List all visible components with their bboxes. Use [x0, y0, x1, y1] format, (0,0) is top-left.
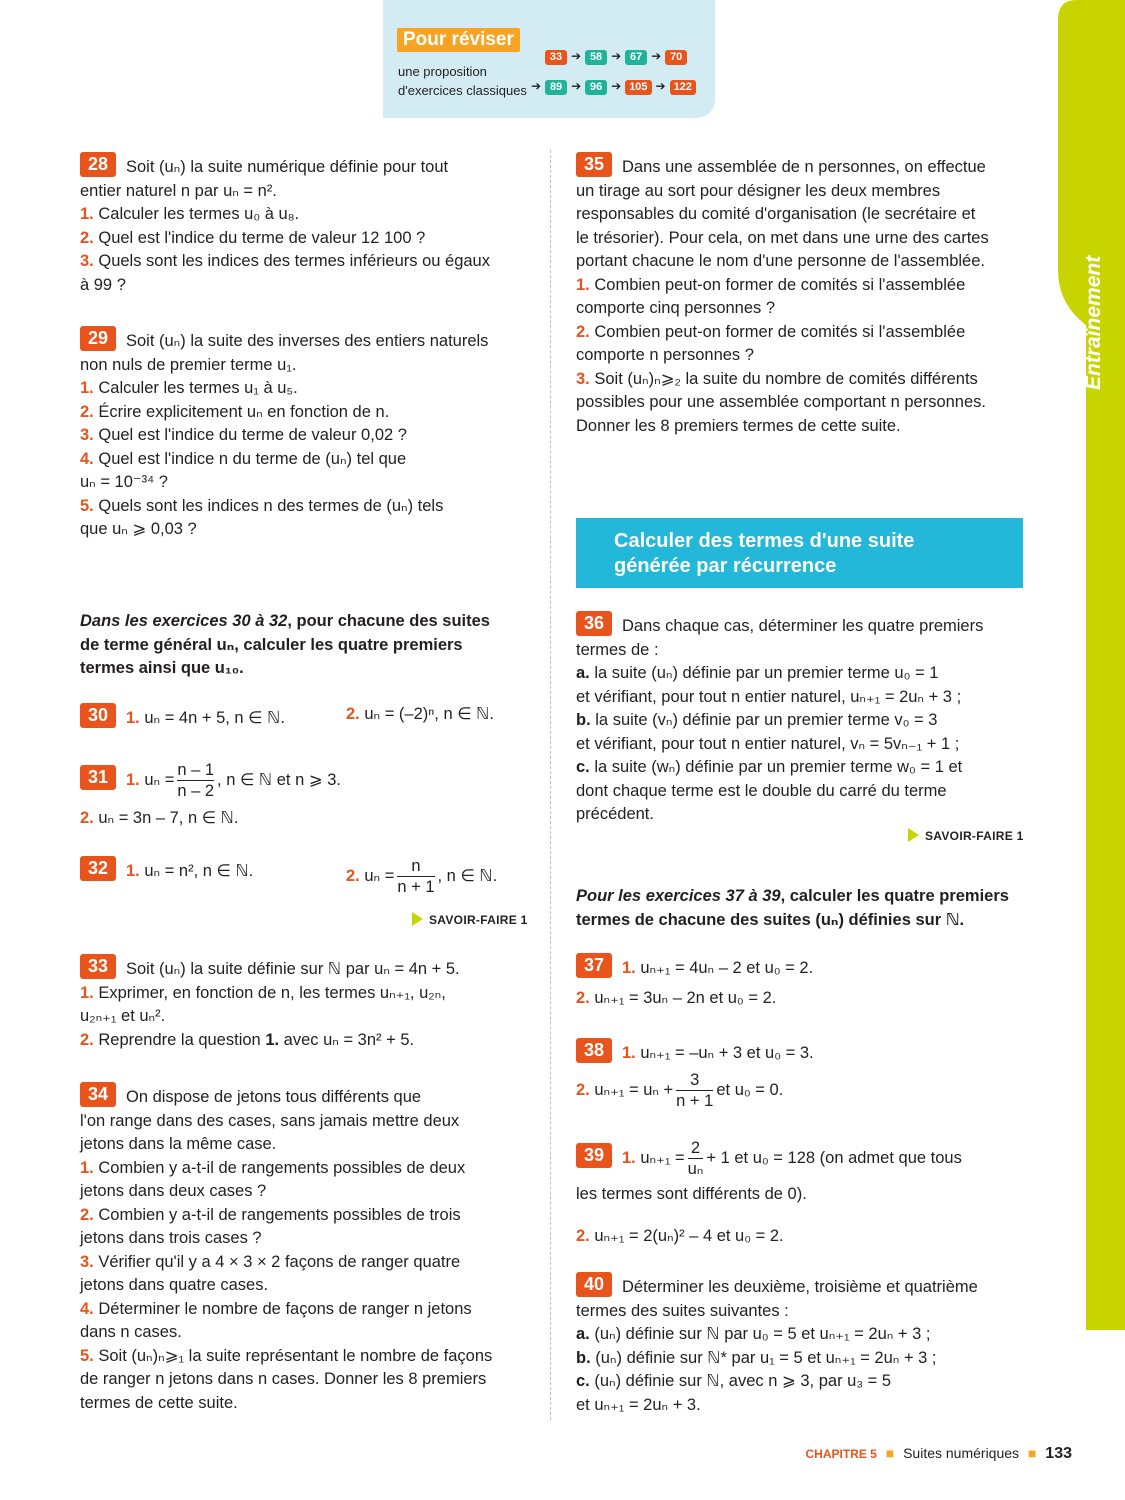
- chip-exercise[interactable]: 70: [665, 50, 687, 65]
- exercise-40: 40 Déterminer les deuxième, troisième et quatrième termes des suites suivantes : a. (uₙ) définie sur ℕ par u₀ = 5 et uₙ₊₁ = 2uₙ + 3 ; b. (uₙ) définie sur ℕ* par u₁ = 5 et uₙ₊₁ = 2uₙ + 3 ; c. (uₙ) définie sur ℕ, avec n ⩾ 3, par u₃ = 5 et uₙ₊₁ = 2uₙ + 3.: [576, 1274, 978, 1414]
- exercise-36: 36 Dans chaque cas, déterminer les quatre premiers termes de : a. la suite (uₙ) définie par un premier terme u₀ = 1 et vérifiant, pour tout n entier naturel, uₙ₊₁ = 2uₙ + 3 ; b. la suite (vₙ) définie par un premier terme v₀ = 3 et vérifiant, pour tout n entier naturel, vₙ = 5vₙ₋₁ + 1 ; c. la suite (wₙ) définie par un premier terme w₀ = 1 et dont chaque terme est le double du carré du terme précédent.: [576, 613, 984, 823]
- revise-chips-row2: ➔ 89 ➔ 96 ➔ 105 ➔ 122: [527, 79, 696, 95]
- chip-exercise[interactable]: 33: [545, 50, 567, 65]
- exercise-number: 37: [576, 953, 612, 978]
- revise-description: une proposition d'exercices classiques: [398, 64, 527, 98]
- exercise-number: 40: [576, 1272, 612, 1297]
- exercise-number: 34: [80, 1082, 116, 1107]
- revise-chips-row1: 33 ➔ 58 ➔ 67 ➔ 70: [545, 49, 687, 65]
- exercise-number: 32: [80, 856, 116, 881]
- chip-exercise[interactable]: 122: [670, 80, 696, 95]
- fraction: $\frac{2}{\text{uₙ}}$: [687, 1139, 704, 1178]
- bullet-icon: ■: [1027, 1445, 1037, 1461]
- revise-title: Pour réviser: [397, 28, 520, 52]
- exercise-number: 28: [80, 152, 116, 177]
- chapter-label: CHAPITRE 5: [805, 1447, 877, 1461]
- exercise-34: 34 On dispose de jetons tous différents que l'on range dans des cases, sans jamais mettre deux jetons dans la même case. 1. Combien y a-t-il de rangements possibles de deux jetons dans deux cases ? 2. Combien y a-t-il de rangements possibles de trois jetons dans trois cases ? 3. Vérifier qu'il y a 4 × 3 × 2 façons de ranger quatre jetons dans quatre cases. 4. Déterminer le nombre de façons de ranger n jetons dans n cases. 5. Soit (uₙ)ₙ⩾₁ la suite représentant le nombre de façons de ranger n jetons dans n cases. Donner les 8 premiers termes de cette suite.: [80, 1084, 493, 1412]
- savoir-faire-link[interactable]: SAVOIR-FAIRE 1: [412, 912, 528, 927]
- chapter-title: Suites numériques: [903, 1445, 1020, 1461]
- chip-exercise[interactable]: 58: [585, 50, 607, 65]
- side-tab-label: [1078, 245, 1108, 395]
- chip-exercise[interactable]: 89: [545, 80, 567, 95]
- exercise-33: 33 Soit (uₙ) la suite définie sur ℕ par uₙ = 4n + 5. 1. Exprimer, en fonction de n, les termes uₙ₊₁, u₂ₙ, u₂ₙ₊₁ et uₙ². 2. Reprendre la question 1. avec uₙ = 3n² + 5.: [80, 956, 460, 1049]
- exercise-29: 29 Soit (uₙ) la suite des inverses des entiers naturels non nuls de premier terme u₁. 1. Calculer les termes u₁ à u₅. 2. Écrire explicitement uₙ en fonction de n. 3. Quel est l'indice du terme de valeur 0,02 ? 4. Quel est l'indice n du terme de (uₙ) tel que uₙ = 10⁻³⁴ ? 5. Quels sont les indices n des termes de (uₙ) tels que uₙ ⩾ 0,03 ?: [80, 328, 489, 538]
- exercise-number: 36: [576, 611, 612, 636]
- exercise-number: 30: [80, 703, 116, 728]
- play-icon: [412, 912, 423, 926]
- instructions-30-32: Dans les exercices 30 à 32, pour chacune des suites de terme général uₙ, calculer les quatre premiers termes ainsi que u₁₀.: [80, 612, 490, 677]
- exercise-38: 38 1. uₙ₊₁ = –uₙ + 3 et u₀ = 3. 2. uₙ₊₁ = uₙ + $\frac{3}{n + 1}$ et u₀ = 0.: [576, 1040, 814, 1110]
- exercise-30: 30 1. uₙ = 4n + 5, n ∈ ℕ. 2. uₙ = (–2)ⁿ, n ∈ ℕ.: [80, 703, 532, 731]
- fraction: $\frac{n}{n + 1}$: [397, 857, 435, 896]
- chip-exercise[interactable]: 105: [625, 80, 651, 95]
- exercise-number: 38: [576, 1038, 612, 1063]
- exercise-number: 33: [80, 954, 116, 979]
- exercise-number: 39: [576, 1143, 612, 1168]
- svg-text:Entraînement: Entraînement: [1082, 255, 1105, 390]
- play-icon: [908, 828, 919, 842]
- exercise-37: 37 1. uₙ₊₁ = 4uₙ – 2 et u₀ = 2. 2. uₙ₊₁ = 3uₙ – 2n et u₀ = 2.: [576, 955, 814, 1007]
- bullet-icon: ■: [885, 1445, 895, 1461]
- instructions-37-39: Pour les exercices 37 à 39, calculer les quatre premiers termes de chacune des suites (uₙ) définies sur ℕ.: [576, 887, 1009, 929]
- page-number: 133: [1045, 1445, 1072, 1462]
- exercise-28: 28 Soit (uₙ) la suite numérique définie pour tout entier naturel n par uₙ = n². 1. Calculer les termes u₀ à u₈. 2. Quel est l'indice du terme de valeur 12 100 ? 3. Quels sont les indices des termes inférieurs ou égaux à 99 ?: [80, 154, 490, 294]
- page-footer: [806, 1445, 1073, 1463]
- exercise-number: 35: [576, 152, 612, 177]
- exercise-number: 31: [80, 765, 116, 790]
- exercise-31: 31 1. uₙ = $\frac{n - 1}{n - 2}$ , n ∈ ℕ et n ⩾ 3. 2. uₙ = 3n – 7, n ∈ ℕ.: [80, 761, 342, 827]
- column-divider: [550, 150, 551, 1420]
- section-banner: Calculer des termes d'une suite générée par récurrence: [576, 518, 1023, 588]
- exercise-number: 29: [80, 326, 116, 351]
- side-tab: [1058, 0, 1125, 1330]
- chip-exercise[interactable]: 96: [585, 80, 607, 95]
- fraction: $\frac{3}{n + 1}$: [676, 1070, 714, 1110]
- exercise-35: 35 Dans une assemblée de n personnes, on effectue un tirage au sort pour désigner les deux membres responsables du comité d'organisation (le secrétaire et le trésorier). Pour cela, on met dans une urne des cartes portant chacune le nom d'une personne de l'assemblée. 1. Combien peut-on former de comités si l'assemblée comporte cinq personnes ? 2. Combien peut-on former de comités si l'assemblée comporte n personnes ? 3. Soit (uₙ)ₙ⩾₂ la suite du nombre de comités différents possibles pour une assemblée comportant n personnes. Donner les 8 premiers termes de cette suite.: [576, 154, 989, 435]
- savoir-faire-link[interactable]: SAVOIR-FAIRE 1: [908, 828, 1024, 843]
- exercise-39: 39 1. uₙ₊₁ = $\frac{2}{\text{uₙ}}$ + 1 et u₀ = 128 (on admet que tous les termes sont différents de 0). 2. uₙ₊₁ = 2(uₙ)² – 4 et u₀ = 2.: [576, 1139, 962, 1245]
- chip-exercise[interactable]: 67: [625, 50, 647, 65]
- exercise-32: 32 1. uₙ = n², n ∈ ℕ. 2. uₙ = $\frac{n}{n + 1}$ , n ∈ ℕ.: [80, 856, 532, 884]
- fraction: $\frac{n - 1}{n - 2}$: [177, 761, 215, 800]
